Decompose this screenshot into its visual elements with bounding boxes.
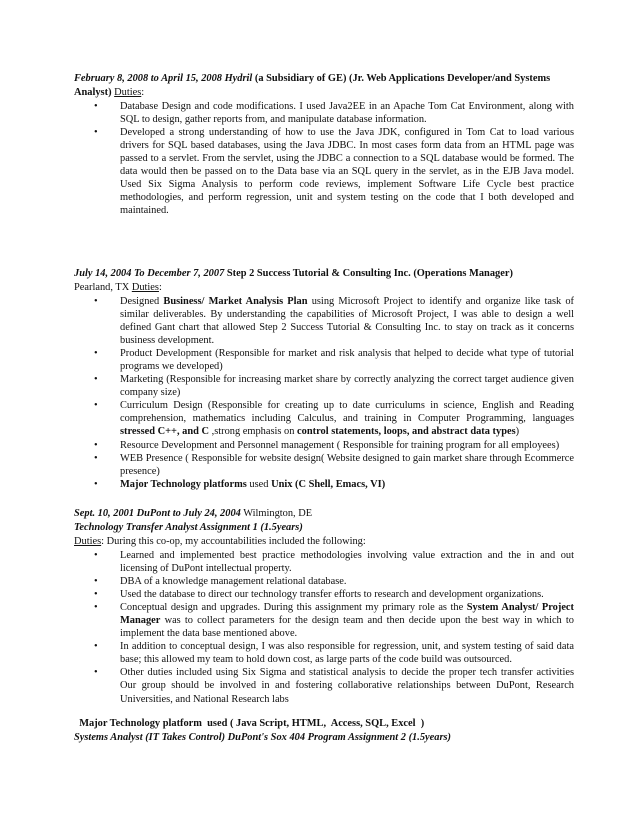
duty-bold: Unix (C Shell, Emacs, VI) <box>271 478 386 490</box>
job3-location: Wilmington, DE <box>240 508 313 519</box>
bullet: • <box>94 374 98 386</box>
list-item <box>74 439 574 452</box>
duty-text: In addition to conceptual design, I was also responsible for regression, unit, and system testing of said data base; this allowed my team to hold down cost, as large parts of the code build was outsourced. <box>120 641 574 666</box>
duty-bold: System Analyst/ Project Manager <box>120 602 574 627</box>
duty-bold: Major Technology platforms <box>120 478 247 490</box>
list-item <box>74 640 574 666</box>
duty-text: Used the database to direct our technology transfer efforts to research and development organizations. <box>120 589 544 601</box>
bullet: • <box>94 452 98 464</box>
job1-company: (a Subsidiary of GE) (Jr. Web Applications Developer/and Systems <box>252 73 551 84</box>
list-item <box>74 478 574 491</box>
duty-bold: control statements, loops, and abstract data types <box>297 426 516 438</box>
list-item <box>74 100 574 126</box>
duty-bold: Business/ Market Analysis Plan <box>163 296 308 307</box>
bullet: • <box>94 589 98 601</box>
duty-text: Developed a strong understanding of how to use the Java JDK, configured in Tom Cat to load various drivers for SQL based databases, using the Java JDBC. In most cases form data from an HTML page was passed to a servlet. From the servlet, using the JDBC a connection to a SQL database would be formed. The data would then be passed on to the Data base via an SQL query in the servlet, as in the EJB Java model. Used Six Sigma Analysis to perform code reviews, implement Software Life Cycle best practice methodologies, and perform regression, unit and system testing on the code that I both developed and maintained. <box>120 127 574 217</box>
job2-location-line <box>74 281 162 294</box>
bullet: • <box>94 101 98 112</box>
list-item <box>74 399 574 438</box>
duty-text: used <box>246 478 272 490</box>
major-technology-platform: Major Technology platform used ( Java Script, HTML, Access, SQL, Excel ) <box>74 718 425 729</box>
list-item <box>74 126 574 217</box>
bullet: • <box>94 667 98 679</box>
job2-duties-label: Duties <box>131 282 159 293</box>
duty-text: DBA of a knowledge management relational database. <box>120 576 347 588</box>
assignment-2-header: Systems Analyst (IT Takes Control) DuPont's Sox 404 Program Assignment 2 (1.5years) <box>74 732 451 743</box>
duty-text: was to collect parameters for the design team and then decide upon the best way in which to implement the data base mentioned above. <box>120 615 574 640</box>
duty-text: WEB Presence ( Responsible for website design( Website designed to gain market share through Ecommerce presence) <box>120 452 574 477</box>
duty-text: Curriculum Design (Responsible for creating up to date curriculums in science, English and Reading comprehension, mathematics including Calculus, and training in Computer Programming, languages <box>120 400 574 425</box>
duty-text: Designed <box>120 296 164 307</box>
list-item <box>74 588 574 601</box>
job3-duties-intro: : During this co-op, my accountabilities included the following: <box>101 536 366 547</box>
bullet: • <box>94 439 98 451</box>
bullet: • <box>94 296 98 307</box>
job1-header <box>74 72 550 85</box>
duty-text: ,strong emphasis on <box>209 426 298 438</box>
job3-duties-label: Duties <box>74 536 102 547</box>
duty-text: Marketing (Responsible for increasing market share by correctly analyzing the correct target audience given company size) <box>120 374 574 399</box>
job1-role-cont: Analyst) <box>74 87 115 98</box>
job1-role-line <box>74 86 144 99</box>
job1-dates: February 8, 2008 to April 15, 2008 Hydril <box>74 73 253 84</box>
list-item <box>74 347 574 373</box>
bullet: • <box>94 400 98 412</box>
bullet: • <box>94 348 98 360</box>
job3-duties-line <box>74 535 366 548</box>
job3-duties-list <box>74 549 574 706</box>
duty-text: Other duties included using Six Sigma and statistical analysis to decide the proper tech transfer activities Our group should be involved in and fostering collaborative relationships between DuPont, Research Universities, and National Research labs <box>120 667 574 705</box>
duty-text: Learned and implemented best practice methodologies involving value extraction and the in and out licensing of DuPont intellectual property. <box>120 550 574 575</box>
duty-bold: stressed C++, and C <box>120 426 210 438</box>
list-item <box>74 549 574 575</box>
job3-dates: Sept. 10, 2001 DuPont to July 24, 2004 <box>74 508 241 519</box>
bullet: • <box>94 550 98 561</box>
job2-header <box>74 267 513 280</box>
duty-text: Product Development (Responsible for market and risk analysis that helped to decide what type of tutorial programs we developed) <box>120 348 574 373</box>
job3-header <box>74 507 312 520</box>
job2-dates: July 14, 2004 To December 7, 2007 <box>74 268 225 279</box>
duty-text: Resource Development and Personnel management ( Responsible for training program for all employees) <box>120 439 560 451</box>
list-item <box>74 666 574 705</box>
job3-assignment: Technology Transfer Analyst Assignment 1 (1.5years) <box>74 522 303 533</box>
bullet: • <box>94 127 98 139</box>
list-item <box>74 373 574 399</box>
job1-duties-list <box>74 100 574 217</box>
bullet: • <box>94 602 98 614</box>
job2-duties-list <box>74 295 574 491</box>
bullet: • <box>94 576 98 588</box>
job1-colon: : <box>141 87 145 98</box>
duty-text: Conceptual design and upgrades. During this assignment my primary role as the <box>120 602 467 614</box>
list-item <box>74 295 574 347</box>
duty-text: Database Design and code modifications. I used Java2EE in an Apache Tom Cat Environment, along with SQL to design, gather reports from, and manipulate database information. <box>120 101 574 126</box>
duty-text: ) <box>515 426 520 438</box>
list-item <box>74 452 574 478</box>
bullet: • <box>94 478 98 490</box>
job2-company: Step 2 Success Tutorial & Consulting Inc. (Operations Manager) <box>224 268 513 279</box>
bullet: • <box>94 641 98 653</box>
list-item <box>74 601 574 640</box>
job2-colon: : <box>158 282 162 293</box>
duty-text: using Microsoft Project to identify and organize like task of similar deliverables. By understanding the capabilities of Microsoft Project, I was able to design a well defined Gant chart that allowed Step 2 Success Tutorial & Consulting Inc. to stay on track as it concerns business development. <box>120 296 574 347</box>
job2-location: Pearland, TX <box>74 282 132 293</box>
list-item <box>74 575 574 588</box>
job1-duties-label: Duties <box>114 87 142 98</box>
